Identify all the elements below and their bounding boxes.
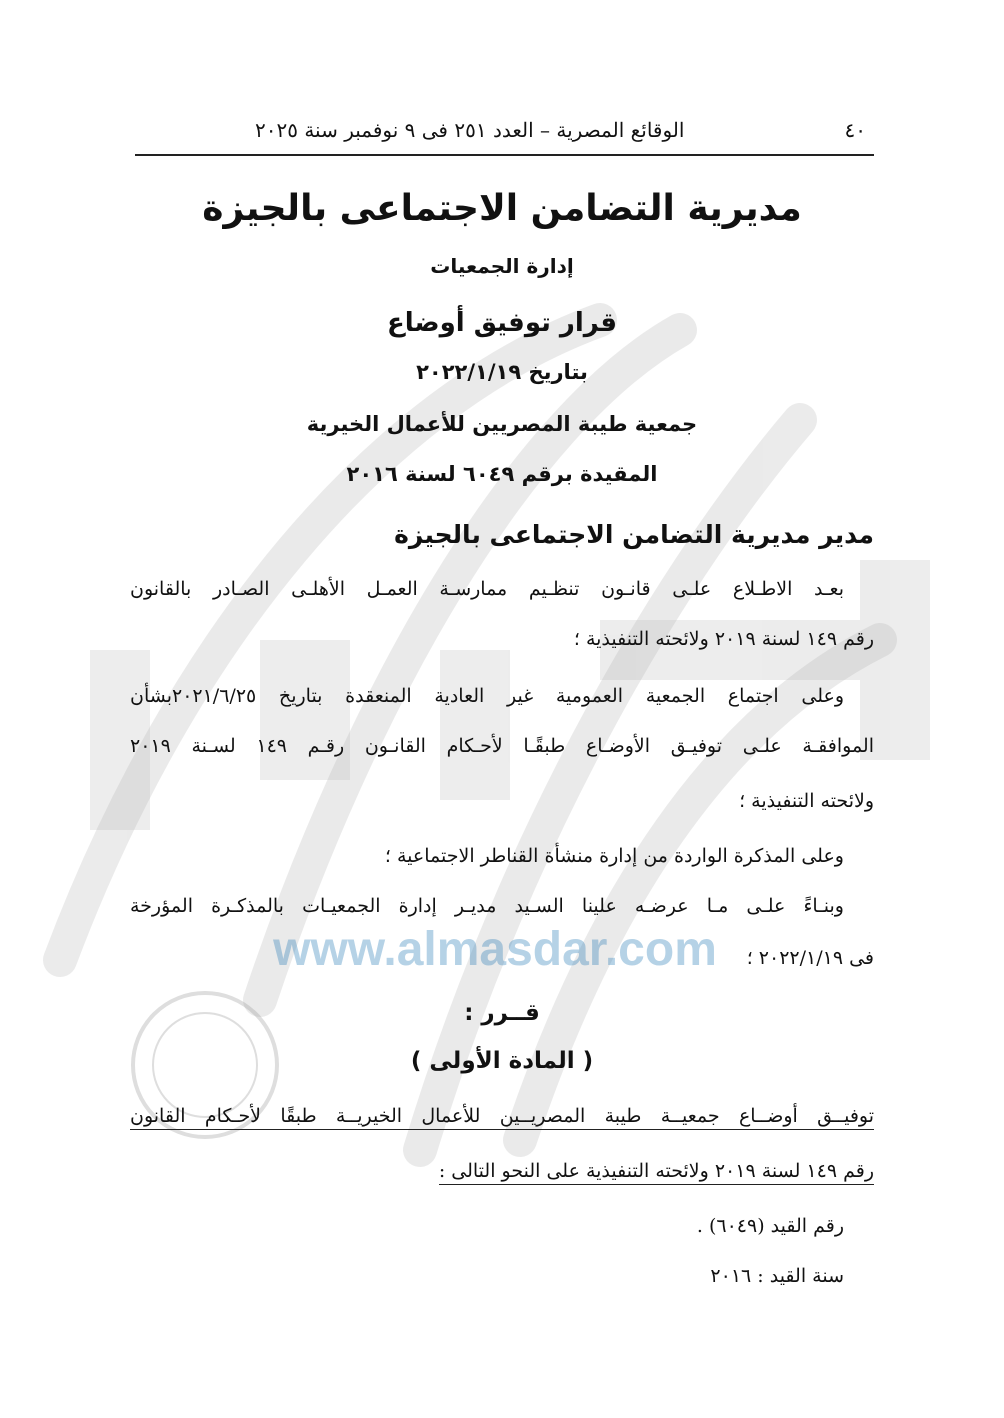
article-line (439, 1160, 874, 1182)
decision-word: قــرر : (464, 1000, 540, 1026)
article-title: ( المادة الأولى ) (410, 1048, 594, 1074)
body-line: وعلى المذكرة الواردة من إدارة منشأة القناطر الاجتماعية ؛ (384, 845, 844, 867)
article-line: توفيــق أوضــاع جمعيــة طيبة المصريــين للأعمال الخيريــة طبقًا لأحـكام القانون (130, 1105, 874, 1130)
registration-number: رقم القيد (٦٠٤٩) . (696, 1215, 844, 1237)
body-line: الموافقـة علـى توفيـق الأوضـاع طبقًـا لأحـكام القانـون رقـم ١٤٩ لسـنة ٢٠١٩ (130, 735, 874, 757)
page-header (135, 118, 874, 156)
watermark-stroke (260, 640, 350, 780)
body-line: بعـد الاطـلاع علـى قانـون تنظـيم ممارسـة العمـل الأهلـى الصـادر بالقانون (130, 578, 844, 600)
body-line: وعلى اجتماع الجمعية العمومية غير العادية المنعقدة بتاريخ ٢٠٢١/٦/٢٥بشأن (130, 685, 844, 707)
page-number: ٤٠ (844, 118, 866, 142)
body-line: ولائحته التنفيذية ؛ (739, 790, 874, 812)
department-name: إدارة الجمعيات (430, 254, 574, 278)
body-line: وبنـاءً علـى مـا عرضـه علينا السـيد مديـر إدارة الجمعيـات بالمذكـرة المؤرخة (130, 895, 844, 917)
registration-info: المقيدة برقم ٦٠٤٩ لسنة ٢٠١٦ (346, 462, 658, 486)
directorate-title: مديرية التضامن الاجتماعى بالجيزة (202, 188, 802, 229)
article-line-text: رقم ١٤٩ لسنة ٢٠١٩ ولائحته التنفيذية على النحو التالى : (439, 1160, 874, 1185)
decision-title: قرار توفيق أوضاع (386, 308, 618, 338)
registration-year: سنة القيد : ٢٠١٦ (710, 1265, 844, 1287)
decision-date: بتاريخ ٢٠٢٢/١/١٩ (416, 360, 588, 384)
watermark-stroke (860, 560, 930, 760)
body-line: فى ٢٠٢٢/١/١٩ ؛ (746, 947, 874, 969)
gazette-issue: الوقائع المصرية – العدد ٢٥١ فى ٩ نوفمبر سنة ٢٠٢٥ (255, 118, 685, 142)
watermark-url: www.almasdar.com (273, 923, 717, 976)
association-name: جمعية طيبة المصريين للأعمال الخيرية (306, 412, 698, 436)
issuer-title: مدير مديرية التضامن الاجتماعى بالجيزة (394, 520, 874, 549)
body-line: رقم ١٤٩ لسنة ٢٠١٩ ولائحته التنفيذية ؛ (573, 628, 874, 650)
watermark-stroke (440, 650, 510, 800)
